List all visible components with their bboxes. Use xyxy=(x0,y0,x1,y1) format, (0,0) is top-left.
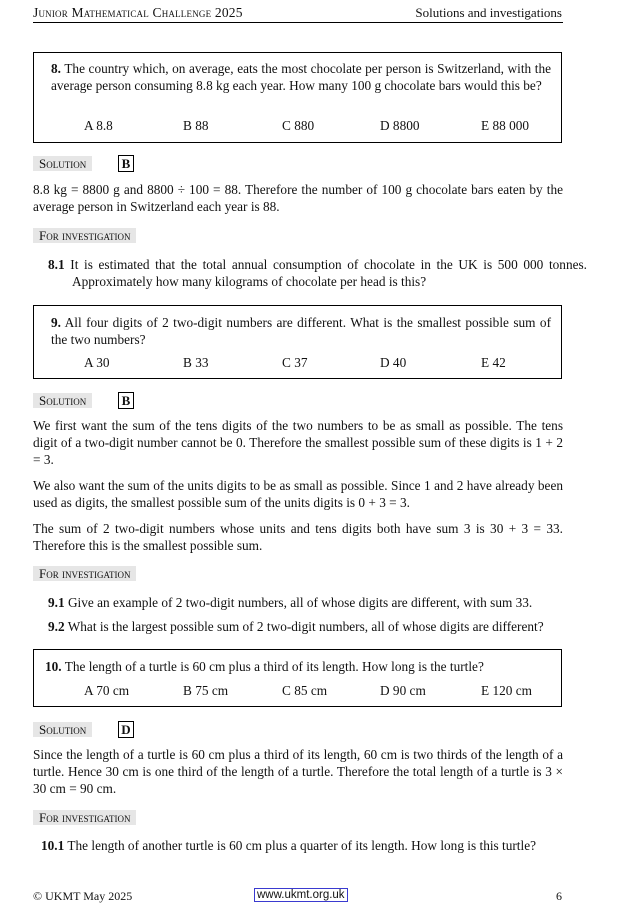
question-8-box xyxy=(33,52,562,143)
investigation-number: 8.1 xyxy=(48,257,65,272)
running-header-title: Junior Mathematical Challenge 2025 xyxy=(33,5,243,20)
page-number: 6 xyxy=(556,889,562,903)
option-a: A 30 xyxy=(84,355,110,370)
question-8-options xyxy=(34,117,561,134)
option-d: D 40 xyxy=(380,355,407,370)
option-e: E 42 xyxy=(481,355,506,370)
option-b: B 88 xyxy=(183,118,209,133)
solution-9-paragraph-2: We also want the sum of the units digits to be as small as possible. Since 1 and 2 have already been used as digits, the smallest possible sum of the units digits is 0 + 3 = 3. xyxy=(33,478,563,510)
option-b: B 33 xyxy=(183,355,209,370)
question-8-text xyxy=(51,60,551,94)
option-d: D 90 cm xyxy=(380,683,426,698)
investigation-8-1 xyxy=(48,256,587,290)
question-9-box xyxy=(33,305,562,379)
question-10-options xyxy=(34,682,561,699)
question-10-box xyxy=(33,649,562,707)
footer-copyright: © UKMT May 2025 xyxy=(33,889,133,903)
answer-box: D xyxy=(118,721,134,738)
option-d: D 8800 xyxy=(380,118,420,133)
investigation-label: For investigation xyxy=(33,810,136,825)
option-a: A 8.8 xyxy=(84,118,113,133)
footer-url-link[interactable]: www.ukmt.org.uk xyxy=(254,888,348,902)
solution-label: Solution xyxy=(33,722,92,737)
header-rule xyxy=(33,22,563,23)
question-8-body: The country which, on average, eats the most chocolate per person is Switzerland, with the average person consuming 8.8 kg each year. How many 100 g chocolate bars would this be? xyxy=(51,61,551,93)
investigation-label: For investigation xyxy=(33,566,136,581)
solution-10-text: Since the length of a turtle is 60 cm plus a third of its length, 60 cm is two thirds of the length of a turtle. Hence 30 cm is one third of the length of a turtle. Therefore the total length of a turtle is 3 × 30 cm = 90 cm. xyxy=(33,747,563,796)
question-8-number: 8. xyxy=(51,61,61,76)
investigation-text: The length of another turtle is 60 cm plus a quarter of its length. How long is this turtle? xyxy=(67,838,536,853)
question-10-text xyxy=(45,658,551,675)
investigation-number: 9.1 xyxy=(48,595,65,610)
investigation-10-1 xyxy=(41,837,587,854)
investigation-9-1 xyxy=(48,594,587,611)
solution-9-paragraph-1: We first want the sum of the tens digits of the two numbers to be as small as possible. The tens digit of a two-digit number cannot be 0. Therefore the smallest possible sum of these digits is 1 + 2 = 3. xyxy=(33,418,563,467)
option-c: C 880 xyxy=(282,118,315,133)
footer-url-wrap xyxy=(254,886,348,904)
investigation-text: Give an example of 2 two-digit numbers, all of whose digits are different, with sum 33. xyxy=(67,595,533,610)
investigation-9-2 xyxy=(48,618,587,635)
option-c: C 37 xyxy=(282,355,308,370)
option-b: B 75 cm xyxy=(183,683,229,698)
option-c: C 85 cm xyxy=(282,683,328,698)
question-9-number: 9. xyxy=(51,315,61,330)
solution-label: Solution xyxy=(33,156,92,171)
solution-9-paragraph-3: The sum of 2 two-digit numbers whose units and tens digits both have sum 3 is 30 + 3 = 33. Therefore this is the smallest possible sum. xyxy=(33,521,563,553)
investigation-number: 10.1 xyxy=(41,838,65,853)
investigation-label: For investigation xyxy=(33,228,136,243)
question-9-options xyxy=(34,354,561,371)
running-header-section: Solutions and investigations xyxy=(415,5,562,20)
question-10-number: 10. xyxy=(45,659,62,674)
answer-box: B xyxy=(118,392,134,409)
question-10-body: The length of a turtle is 60 cm plus a third of its length. How long is the turtle? xyxy=(64,659,484,674)
investigation-text: It is estimated that the total annual consumption of chocolate in the UK is 500 000 tonnes. Approximately how many kilograms of chocolate per head is this? xyxy=(70,257,587,289)
solution-label: Solution xyxy=(33,393,92,408)
investigation-text: What is the largest possible sum of 2 two-digit numbers, all of whose digits are different? xyxy=(67,619,544,634)
solution-8-text: 8.8 kg = 8800 g and 8800 ÷ 100 = 88. Therefore the number of 100 g chocolate bars eaten by the average person in Switzerland each year is 88. xyxy=(33,182,563,214)
question-9-body: All four digits of 2 two-digit numbers are different. What is the smallest possible sum of the two numbers? xyxy=(51,315,551,347)
investigation-number: 9.2 xyxy=(48,619,65,634)
option-e: E 88 000 xyxy=(481,118,530,133)
question-9-text xyxy=(51,314,551,348)
answer-box: B xyxy=(118,155,134,172)
option-e: E 120 cm xyxy=(481,683,532,698)
option-a: A 70 cm xyxy=(84,683,130,698)
